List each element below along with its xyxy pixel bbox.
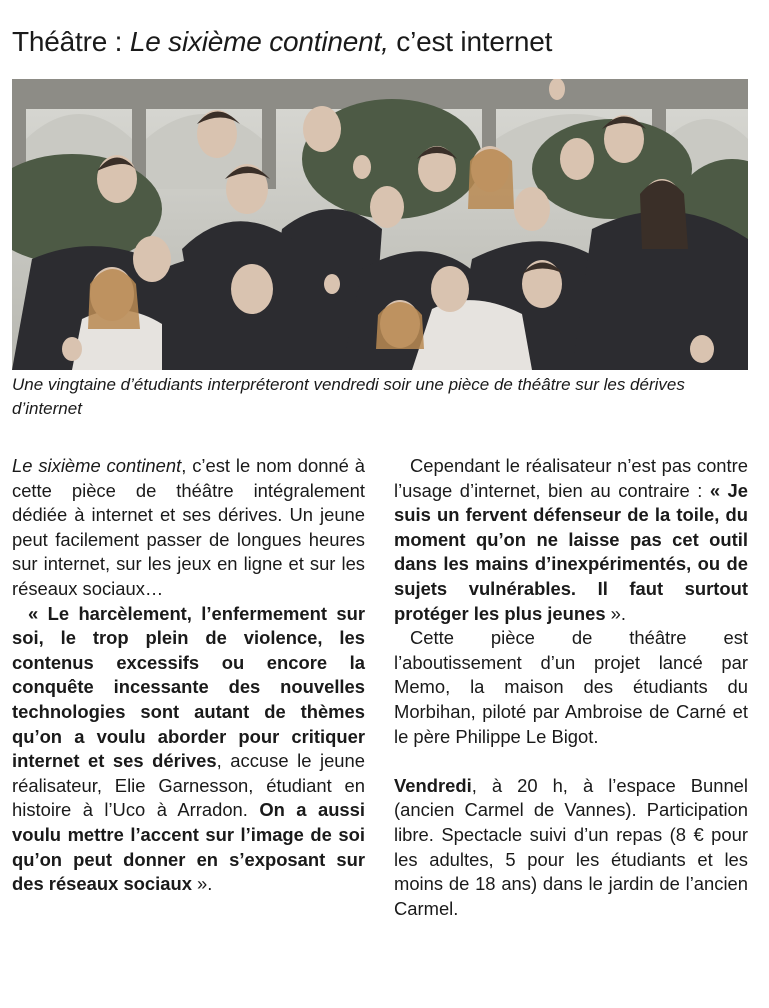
director-view-text: Cependant le réalisateur n’est pas contre l’usage d’internet, bien au contraire : (394, 455, 748, 501)
headline-suffix: c’est internet (388, 26, 553, 57)
headline-prefix: Théâtre : (12, 26, 130, 57)
quote-attribution-text: , accuse le jeune réalisateur, Elie Garnesson, étudiant en histoire à l’Uco à Arradon. (12, 750, 365, 821)
photo-caption: Une vingtaine d’étudiants interpréteront vendredi soir une pièce de théâtre sur les dérives d’internet (12, 375, 685, 418)
article-photo (12, 79, 748, 370)
director-quote-end: ». (605, 602, 627, 624)
director-quote-bold: « Je suis un fervent défenseur de la toile, du moment qu’on ne laisse pas cet outil dans les mains d’inexpérimentés, ou de sujets vulnérables. Il faut surtout protéger les plus jeunes (394, 479, 748, 624)
event-day-bold: Vendredi (394, 774, 472, 796)
quote-bold-2: On a aussi voulu mettre l’accent sur l’image de soi qu’on peut donner en s’exposant sur des réseaux sociaux (12, 799, 365, 895)
quote-end: ». (191, 873, 213, 895)
intro-text: , c’est le nom donné à cette pièce de théâtre intégralement dédiée à internet et ses dérives. Un jeune peut facilement passer de longues heures sur internet, sur les jeux en ligne et sur les réseaux sociaux… (12, 455, 365, 599)
article-column-left (12, 454, 365, 897)
paragraph-quote-director (12, 602, 365, 897)
play-title-italic: Le sixième continent (12, 455, 182, 476)
paragraph-intro (12, 454, 365, 602)
article-column-right (394, 454, 748, 921)
paragraph-gap (394, 749, 748, 774)
group-photo-students-icon (12, 79, 748, 370)
event-details-text: , à 20 h, à l’espace Bunnel (ancien Carmel de Vannes). Participation libre. Spectacle suivi d’un repas (8 € pour les adultes, 5 pour les étudiants et les moins de 18 ans) dans le jardin de l’ancien Carmel. (394, 774, 748, 919)
article-headline (12, 24, 552, 60)
paragraph-project: Cette pièce de théâtre est l’aboutissement d’un projet lancé par Memo, la maison des étudiants du Morbihan, piloté par Ambroise de Carné et le père Philippe Le Bigot. (394, 627, 748, 747)
paragraph-director-view (394, 454, 748, 626)
paragraph-event-info (394, 774, 748, 922)
quote-bold-1: « Le harcèlement, l’enfermement sur soi, le trop plein de violence, les contenus excessifs ou encore la conquête incessante des nouvelles technologies sont autant de thèmes qu’on a voulu aborder pour critiquer internet et ses dérives (12, 602, 365, 772)
headline-title-italic: Le sixième continent, (129, 26, 389, 57)
